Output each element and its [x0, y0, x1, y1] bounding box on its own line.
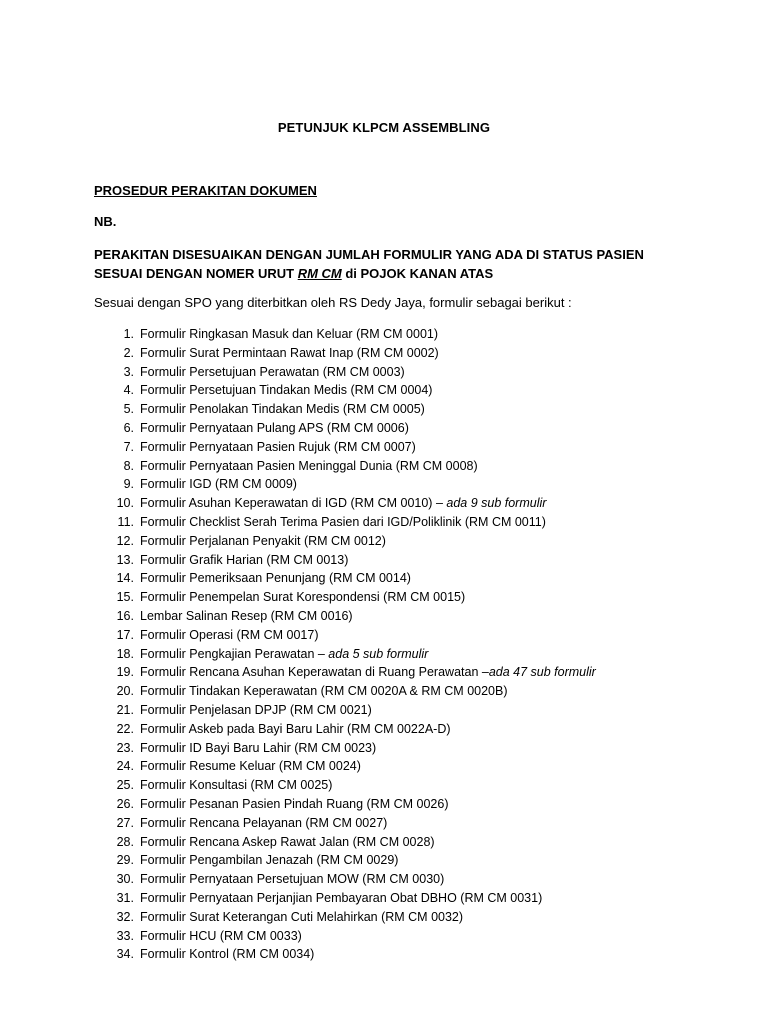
list-item-number: 29.	[116, 853, 134, 868]
list-item-text	[140, 682, 508, 701]
list-item-number: 13.	[116, 552, 134, 567]
intro-paragraph: Sesuai dengan SPO yang diterbitkan oleh RS Dedy Jaya, formulir sebagai berikut :	[94, 295, 572, 310]
list-item-text	[140, 551, 348, 570]
list-item-number: 17.	[116, 627, 134, 642]
list-item-number: 22.	[116, 721, 134, 736]
list-item-text	[140, 626, 319, 645]
list-item-label: Formulir Pernyataan Pasien Meninggal Dunia (RM CM 0008)	[140, 458, 478, 473]
list-item-text	[140, 701, 372, 720]
list-item-number: 31.	[116, 890, 134, 905]
list-item-number: 7.	[123, 439, 134, 454]
list-item-text	[140, 457, 478, 476]
list-item-number: 5.	[123, 402, 134, 417]
instruction-text-part1: PERAKITAN DISESUAIKAN DENGAN JUMLAH FORMULIR YANG ADA DI STATUS PASIEN SESUAI DENGAN NOMER URUT	[94, 247, 644, 281]
list-item-label: Formulir Kontrol (RM CM 0034)	[140, 947, 315, 962]
list-item-number: 14.	[116, 571, 134, 586]
list-item-text	[140, 438, 416, 457]
nb-label: NB.	[94, 214, 117, 229]
list-item-number: 12.	[116, 533, 134, 548]
list-item-text	[140, 889, 542, 908]
list-item-number: 33.	[116, 928, 134, 943]
list-item-label: Formulir Pernyataan Pasien Rujuk (RM CM 0007)	[140, 439, 416, 454]
list-item-text	[140, 400, 425, 419]
list-item-number: 21.	[116, 702, 134, 717]
list-item-note: –ada 47 sub formulir	[481, 665, 596, 680]
list-item-label: Formulir Askeb pada Bayi Baru Lahir (RM CM 0022A-D)	[140, 721, 451, 736]
list-item-text	[140, 645, 428, 664]
list-item-label: Formulir Persetujuan Perawatan (RM CM 0003)	[140, 364, 405, 379]
list-item-note: – ada 5 sub formulir	[317, 646, 429, 661]
list-item-number: 28.	[116, 834, 134, 849]
section-heading: PROSEDUR PERAKITAN DOKUMEN	[94, 183, 317, 198]
list-item-number: 30.	[116, 872, 134, 887]
assembly-instruction	[94, 245, 674, 283]
list-item-label: Formulir Pemeriksaan Penunjang (RM CM 0014)	[140, 571, 411, 586]
list-item-label: Formulir Checklist Serah Terima Pasien dari IGD/Poliklinik (RM CM 0011)	[140, 514, 546, 529]
list-item-label: Formulir Ringkasan Masuk dan Keluar (RM CM 0001)	[140, 327, 439, 341]
list-item-label: Formulir Pernyataan Perjanjian Pembayaran Obat DBHO (RM CM 0031)	[140, 890, 543, 905]
list-item-text	[140, 720, 451, 739]
list-item-number: 3.	[123, 364, 134, 379]
list-item-label: Formulir Surat Permintaan Rawat Inap (RM CM 0002)	[140, 345, 439, 360]
list-item-text	[140, 381, 432, 400]
list-item-text	[140, 588, 465, 607]
list-item-label: Formulir Konsultasi (RM CM 0025)	[140, 778, 333, 793]
list-item-label: Formulir Penolakan Tindakan Medis (RM CM 0005)	[140, 402, 425, 417]
list-item-label: Formulir Pengkajian Perawatan	[140, 646, 318, 661]
list-item-text	[140, 494, 546, 513]
list-item-label: Formulir Surat Keterangan Cuti Melahirkan (RM CM 0032)	[140, 909, 464, 924]
list-item-number: 16.	[116, 608, 134, 623]
list-item-label: Formulir Tindakan Keperawatan (RM CM 0020A & RM CM 0020B)	[140, 684, 508, 699]
list-item-label: Formulir Pengambilan Jenazah (RM CM 0029)	[140, 853, 399, 868]
list-item-number: 19.	[116, 665, 134, 680]
list-item-label: Formulir Grafik Harian (RM CM 0013)	[140, 552, 349, 567]
list-item-number: 26.	[116, 796, 134, 811]
list-item-text	[140, 607, 353, 626]
list-item-label: Formulir Asuhan Keperawatan di IGD (RM CM 0010)	[140, 496, 436, 511]
list-item-number: 10.	[116, 496, 134, 511]
list-item-text	[140, 739, 376, 758]
list-item-label: Lembar Salinan Resep (RM CM 0016)	[140, 608, 353, 623]
list-item-number: 24.	[116, 759, 134, 774]
list-item-label: Formulir Pernyataan Pulang APS (RM CM 0006)	[140, 420, 409, 435]
list-item-text	[140, 663, 596, 682]
list-item-label: Formulir Penempelan Surat Korespondensi (RM CM 0015)	[140, 590, 466, 605]
list-item-number: 11.	[117, 514, 134, 529]
document-title: PETUNJUK KLPCM ASSEMBLING	[277, 120, 491, 135]
list-item-number: 27.	[116, 815, 134, 830]
list-item-label: Formulir Resume Keluar (RM CM 0024)	[140, 759, 361, 774]
list-item-number: 1.	[123, 327, 134, 341]
list-item-number: 2.	[123, 345, 134, 360]
list-item-number: 8.	[123, 458, 134, 473]
list-item-label: Formulir Rencana Askep Rawat Jalan (RM CM 0028)	[140, 834, 435, 849]
instruction-emphasis: RM CM	[297, 266, 342, 281]
list-item-label: Formulir Penjelasan DPJP (RM CM 0021)	[140, 702, 372, 717]
list-item-text	[140, 419, 409, 438]
list-item-text	[140, 776, 332, 795]
list-item-text	[140, 927, 302, 946]
list-item-text	[140, 532, 386, 551]
list-item-number: 15.	[116, 590, 134, 605]
list-item-number: 6.	[123, 420, 134, 435]
list-item-label: Formulir Pesanan Pasien Pindah Ruang (RM CM 0026)	[140, 796, 449, 811]
list-item-label: Formulir HCU (RM CM 0033)	[140, 928, 302, 943]
list-item-number: 9.	[123, 477, 134, 492]
list-item-label: Formulir Pernyataan Persetujuan MOW (RM CM 0030)	[140, 872, 445, 887]
list-item-text	[140, 475, 297, 494]
list-item-text	[140, 945, 314, 964]
list-item-text	[140, 363, 405, 382]
list-item-note: – ada 9 sub formulir	[435, 496, 547, 511]
list-item-text	[140, 569, 411, 588]
list-item-text	[140, 833, 435, 852]
list-item-label: Formulir Rencana Asuhan Keperawatan di Ruang Perawatan	[140, 665, 482, 680]
list-item-text	[140, 795, 448, 814]
list-item-number: 34.	[116, 947, 134, 962]
list-item-text	[140, 757, 361, 776]
list-item-number: 4.	[123, 383, 134, 398]
list-item-text	[140, 908, 463, 927]
list-item-number: 20.	[116, 684, 134, 699]
list-item-text	[140, 325, 438, 344]
list-item-text	[140, 344, 439, 363]
list-item-label: Formulir Persetujuan Tindakan Medis (RM CM 0004)	[140, 383, 433, 398]
list-item-number: 25.	[116, 778, 134, 793]
list-item-label: Formulir Operasi (RM CM 0017)	[140, 627, 319, 642]
list-item-number: 32.	[116, 909, 134, 924]
list-item-text	[140, 814, 387, 833]
list-item-number: 18.	[116, 646, 134, 661]
list-item-label: Formulir Rencana Pelayanan (RM CM 0027)	[140, 815, 388, 830]
list-item-label: Formulir IGD (RM CM 0009)	[140, 477, 297, 492]
list-item-text	[140, 513, 546, 532]
list-item-text	[140, 870, 444, 889]
list-item-number: 23.	[116, 740, 134, 755]
list-item-label: Formulir Perjalanan Penyakit (RM CM 0012)	[140, 533, 386, 548]
list-item-label: Formulir ID Bayi Baru Lahir (RM CM 0023)	[140, 740, 377, 755]
instruction-text-part2: di POJOK KANAN ATAS	[341, 266, 494, 281]
list-item-text	[140, 851, 398, 870]
